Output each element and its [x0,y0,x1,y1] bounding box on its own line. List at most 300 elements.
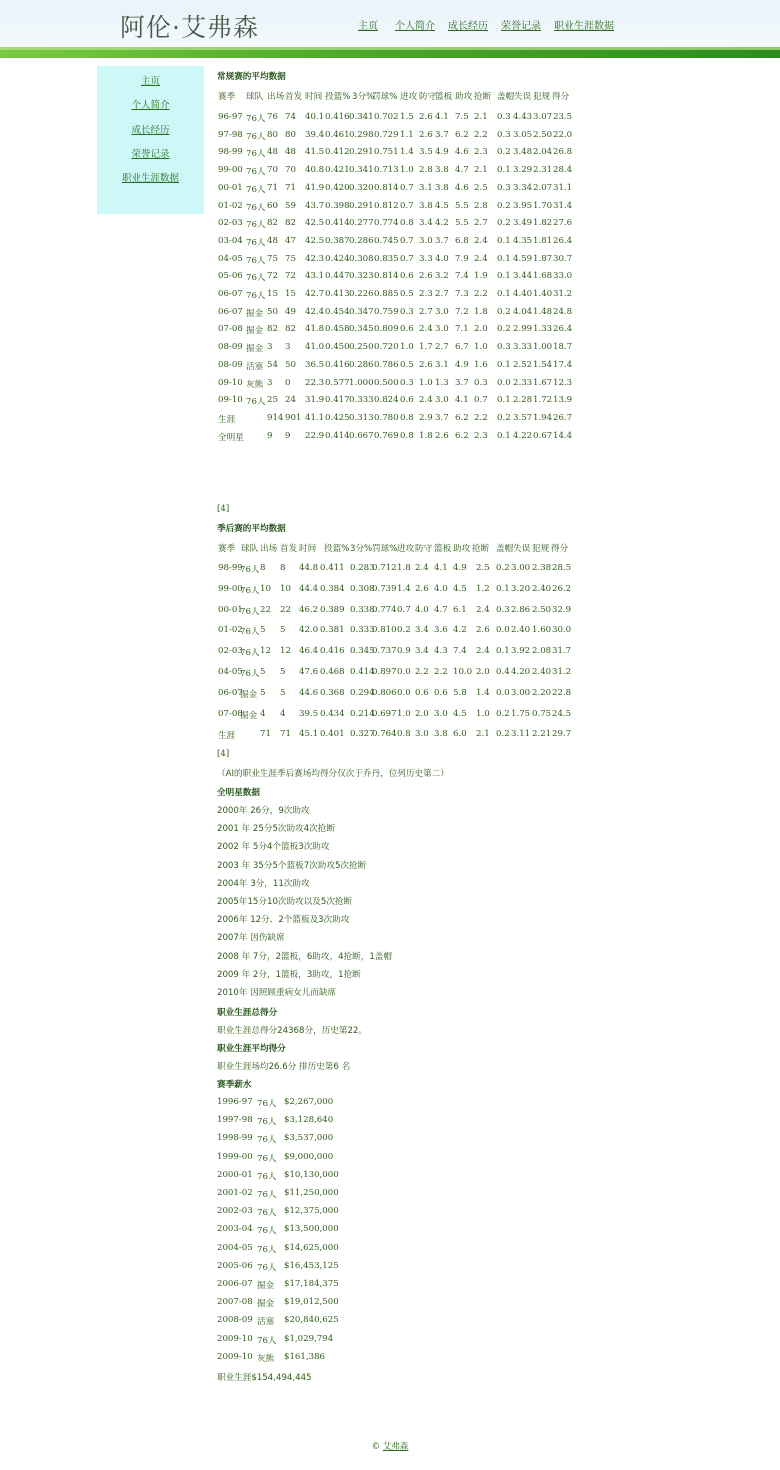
playoff-cell: 76人 [240,565,260,575]
playoff-cell: 0.764 [372,729,397,740]
playoff-cell: 0.338 [350,604,375,615]
regular-cell: 7.9 [455,253,469,264]
salary-cell: 2004-05 [217,1242,253,1253]
nav-home[interactable]: 主页 [358,21,378,32]
playoff-cell: 0.8 [397,729,411,740]
regular-col-header: 得分 [552,92,570,102]
regular-col-header: 出场 [267,92,285,102]
regular-cell: 0.298 [349,129,374,140]
playoff-cell: 00-01 [218,604,243,615]
sidebar-item-career-stats[interactable]: 职业生涯数据 [121,173,179,184]
regular-cell: 2.3 [474,430,488,441]
salary-cell: 2001-02 [217,1188,253,1198]
regular-cell: 0.412 [325,147,350,158]
regular-cell: 28.4 [553,165,573,176]
playoff-cell: 4.5 [453,708,467,719]
playoff-cell: 1.60 [532,625,552,636]
regular-cell: 2.2 [474,129,488,140]
regular-cell: 4.6 [455,147,469,158]
regular-cell: 1.00 [533,342,553,353]
regular-cell: 00-01 [218,182,243,193]
playoff-cell: 1.4 [397,583,411,594]
regular-cell: 0.313 [349,412,374,423]
regular-cell: 0.1 [497,430,511,441]
regular-cell: 0.3 [400,377,414,388]
playoff-cell: 0.6 [415,687,429,698]
regular-cell: 4.1 [435,112,449,122]
playoff-title: 季后赛的平均数据 [217,524,286,534]
regular-cell: 2.4 [419,324,433,335]
regular-cell: 0.416 [325,359,350,370]
playoff-cell: 01-02 [218,625,243,636]
playoff-cell: 32.9 [552,604,572,615]
regular-cell: 0.835 [374,253,399,264]
playoff-cell: 44.6 [299,687,319,698]
regular-cell: 33.0 [553,271,573,282]
playoff-cell: 3.6 [434,625,448,636]
playoff-cell: 0.368 [320,687,345,698]
playoff-cell: 22 [260,604,271,615]
playoff-cell: 0.712 [372,563,397,573]
playoff-cell: 8 [260,563,266,573]
regular-cell: 0.458 [325,324,350,335]
regular-cell: 76人 [246,149,266,160]
playoff-cell: 0.327 [350,729,375,740]
playoff-cell: 04-05 [218,667,243,677]
regular-cell: 71 [285,182,296,193]
playoff-cell: 3.4 [415,646,429,657]
playoff-cell: 掘金 [240,689,258,700]
playoff-cell: 39.5 [299,708,319,719]
regular-cell: 82 [285,218,296,229]
regular-cell: 4.9 [435,147,449,158]
regular-cell: 1.8 [474,306,488,317]
salary-cell: 2005-06 [217,1260,253,1271]
regular-cell: 4.0 [435,253,449,264]
playoff-cell: 06-07 [218,687,243,698]
playoff-cell: 5 [280,667,286,677]
regular-cell: 0.286 [349,235,374,246]
regular-cell: 3 [267,342,273,353]
playoff-cell: 8 [280,563,286,573]
regular-cell: 6.2 [455,430,469,441]
regular-cell: 3.7 [455,377,469,388]
regular-cell: 4.5 [435,200,449,211]
regular-cell: 2.50 [533,129,553,140]
playoff-cell: 1.0 [397,708,411,719]
playoff-cell: 76人 [240,648,260,659]
playoff-cell: 12 [260,646,271,657]
regular-cell: 0.1 [497,165,511,176]
regular-cell: 1.68 [533,271,553,282]
playoff-cell: 0.1 [496,583,510,594]
regular-cell: 0.416 [325,112,350,122]
salary-title: 赛季薪水 [217,1080,252,1090]
sidebar-item-growth[interactable]: 成长经历 [131,125,170,136]
regular-cell: 0.751 [374,147,399,158]
regular-cell: 914 [267,412,284,423]
regular-col-header: 球队 [246,92,264,102]
regular-col-header: 犯规 [533,92,551,102]
regular-cell: 3.33 [513,342,533,353]
regular-cell: 2.4 [474,253,488,264]
salary-cell: 掘金 [257,1299,275,1310]
regular-cell: 0.461 [325,129,350,140]
playoff-cell: 5.8 [453,687,467,698]
regular-cell: 掘金 [246,326,264,337]
playoff-cell: 5 [260,667,266,677]
regular-cell: 47 [285,235,296,246]
regular-cell: 1.33 [533,324,553,335]
regular-cell: 3.4 [419,218,433,229]
regular-cell: 41.1 [305,412,325,423]
regular-cell: 76人 [246,273,266,284]
regular-col-header: 3分% [352,92,375,102]
regular-cell: 42.5 [305,235,325,246]
playoff-cell: 0.416 [320,646,345,657]
regular-cell: 2.99 [513,324,533,335]
salary-cell: $16,453,125 [284,1260,339,1271]
regular-cell: 18.7 [553,342,573,353]
playoff-ref: [4] [217,749,230,759]
playoff-cell: 0.774 [372,604,397,615]
allstar-item: 2008 年 7分，2篮板，6助攻，4抢断，1盖帽 [217,951,392,962]
playoff-cell: 0.345 [350,646,375,657]
playoff-cell: 28.5 [552,563,572,573]
regular-cell: 2.1 [474,112,488,122]
playoff-cell: 2.20 [532,687,552,698]
regular-cell: 43.1 [305,271,325,282]
salary-cell: 2002-03 [217,1206,253,1217]
playoff-cell: 0.75 [532,708,552,719]
playoff-cell: 3.8 [434,729,448,740]
playoff-cell: 98-99 [218,563,243,573]
regular-cell: 4.59 [513,253,533,264]
playoff-cell: 44.8 [299,563,319,573]
regular-cell: 0.780 [374,412,399,423]
regular-cell: 0.6 [400,395,414,406]
site-logo: 阿伦·艾弗森 [120,13,259,42]
regular-cell: 0.1 [497,289,511,299]
regular-cell: 1.9 [474,271,488,282]
regular-cell: 1.67 [533,377,553,388]
regular-cell: 06-07 [218,306,243,317]
regular-cell: 26.8 [553,147,573,158]
playoff-cell: 4 [260,708,266,719]
playoff-cell: 29.7 [552,729,572,740]
regular-cell: 06-07 [218,289,243,299]
regular-cell: 9 [267,430,273,441]
playoff-cell: 4.7 [434,604,448,615]
regular-cell: 26.4 [553,324,573,335]
regular-cell: 4.04 [513,306,533,317]
nav-honors[interactable]: 荣誉记录 [501,21,541,32]
regular-cell: 0.809 [374,324,399,335]
playoff-cell: 2.1 [476,729,490,740]
playoff-cell: 3.00 [511,687,531,698]
playoff-col-header: 首发 [280,544,298,554]
regular-cell: 2.2 [474,289,488,299]
regular-cell: 41.0 [305,342,325,353]
playoff-cell: 0.2 [496,729,510,740]
regular-cell: 3.7 [435,129,449,140]
regular-cell: 1.0 [400,342,414,353]
playoff-cell: 2.40 [532,583,552,594]
nav-growth[interactable]: 成长经历 [448,21,488,32]
regular-cell: 2.07 [533,182,553,193]
salary-cell: $3,537,000 [284,1133,334,1144]
salary-cell: $11,250,000 [284,1188,339,1198]
regular-cell: 4.43 [513,112,533,122]
regular-cell: 9 [285,430,291,441]
regular-cell: 0.1 [497,271,511,282]
regular-cell: 0.774 [374,218,399,229]
regular-cell: 76人 [246,114,266,124]
playoff-cell: 0.810 [372,625,397,636]
playoff-cell: 0.1 [496,646,510,657]
playoff-cell: 4 [280,708,286,719]
playoff-col-header: 防守 [415,544,433,554]
regular-cell: 1.94 [533,412,553,423]
playoff-cell: 0.739 [372,583,397,594]
regular-cell: 2.5 [474,182,488,193]
regular-cell: 7.2 [455,306,469,317]
regular-cell: 70 [267,165,278,176]
allstar-item: 2001 年 25分5次助攻4次抢断 [217,824,335,835]
regular-cell: 全明星 [218,432,244,443]
regular-cell: 1.87 [533,253,553,264]
regular-cell: 30.7 [553,253,573,264]
playoff-cell: 0.214 [350,708,375,719]
playoff-cell: 0.0 [496,687,510,698]
regular-cell: 50 [285,359,296,370]
regular-cell: 72 [285,271,296,282]
regular-cell: 0.3 [400,306,414,317]
regular-cell: 41.5 [305,147,325,158]
salary-cell: $1,029,794 [284,1333,334,1344]
playoff-cell: 10.0 [453,667,473,677]
regular-cell: 3.1 [435,359,449,370]
regular-cell: 76人 [246,397,266,408]
regular-cell: 2.7 [419,306,433,317]
playoff-cell: 10 [280,583,291,594]
playoff-col-header: 篮板 [434,544,452,554]
regular-cell: 98-99 [218,147,243,158]
playoff-cell: 5 [260,625,266,636]
regular-col-header: 时间 [305,92,323,102]
playoff-cell: 1.8 [397,563,411,573]
regular-col-header: 助攻 [455,92,473,102]
regular-cell: 6.7 [455,342,469,353]
regular-cell: 0.2 [497,412,511,423]
playoff-cell: 26.2 [552,583,572,594]
regular-cell: 25 [267,395,278,406]
regular-cell: 13.9 [553,395,573,406]
playoff-cell: 掘金 [240,710,258,721]
salary-cell: 灰熊 [257,1353,275,1364]
regular-cell: 76人 [246,220,266,231]
regular-cell: 4.40 [513,289,533,299]
playoff-cell: 0.411 [320,563,345,573]
regular-cell: 15 [267,289,278,299]
playoff-cell: 0.897 [372,667,397,677]
regular-cell: 0.347 [349,306,374,317]
regular-cell: 掘金 [246,344,264,355]
playoff-col-header: 犯规 [532,544,550,554]
regular-cell: 07-08 [218,324,243,335]
salary-cell: $17,184,375 [284,1279,339,1289]
playoff-cell: 2.2 [415,667,429,677]
regular-cell: 0.2 [497,200,511,211]
regular-cell: 43.7 [305,200,325,211]
sidebar-item-honors[interactable]: 荣誉记录 [131,149,170,160]
regular-cell: 3.0 [435,395,449,406]
regular-col-header: 投篮% [325,92,351,102]
allstar-item: 2000年 26分，9次助攻 [217,806,310,816]
regular-cell: 0.277 [349,218,374,229]
playoff-cell: 76人 [240,585,260,596]
playoff-cell: 0.294 [350,687,375,698]
regular-cell: 31.2 [553,289,573,299]
playoff-cell: 31.7 [552,646,572,657]
regular-cell: 0.812 [374,200,399,211]
regular-cell: 生涯 [218,414,236,425]
regular-cell: 05-06 [218,271,243,282]
regular-cell: 2.6 [435,430,449,441]
regular-cell: 4.35 [513,235,533,246]
regular-cell: 0.308 [349,253,374,264]
playoff-cell: 3.0 [415,729,429,740]
playoff-cell: 0.333 [350,625,375,636]
regular-cell: 0.7 [474,395,488,406]
playoff-cell: 12 [280,646,291,657]
playoff-cell: 0.384 [320,583,345,594]
allstar-item: 2002 年 5分4个篮板3次助攻 [217,842,330,853]
regular-cell: 26.4 [553,235,573,246]
playoff-cell: 0.401 [320,729,345,740]
allstar-item: 2003 年 35分5个篮板7次助攻5次抢断 [217,860,367,871]
allstar-item: 2004年 3分，11次助攻 [217,878,310,889]
regular-cell: 2.8 [419,165,433,176]
regular-cell: 4.1 [455,395,469,406]
regular-cell: 0.3 [497,112,511,122]
salary-cell: 76人 [257,1208,277,1219]
salary-cell: 2006-07 [217,1279,253,1289]
salary-total: 职业生涯$154,494,445 [217,1373,312,1383]
playoff-cell: 0.434 [320,708,345,719]
regular-cell: 0.250 [349,342,374,353]
salary-cell: $10,130,000 [284,1169,339,1180]
regular-cell: 0.425 [325,412,350,423]
playoff-cell: 2.40 [511,625,531,636]
regular-cell: 76人 [246,167,266,178]
footer-link[interactable]: 艾弗森 [382,1442,409,1452]
regular-cell: 0.286 [349,359,374,370]
regular-cell: 3.5 [419,147,433,158]
regular-cell: 40.1 [305,112,325,122]
playoff-cell: 0.9 [397,646,411,657]
playoff-col-header: 出场 [260,544,278,554]
career-avg-text: 职业生涯场均26.6分 排历史第6 名 [217,1062,351,1072]
regular-cell: 0.323 [349,271,374,282]
regular-cell: 0.7 [400,200,414,211]
playoff-cell: 4.0 [434,583,448,594]
regular-cell: 71 [267,182,278,193]
playoff-cell: 生涯 [218,731,236,742]
regular-cell: 1.82 [533,218,553,229]
regular-cell: 76人 [246,291,266,301]
playoff-cell: 0.806 [372,687,397,698]
regular-cell: 2.1 [474,165,488,176]
regular-cell: 0 [285,377,291,388]
playoff-col-header: 盖帽 [496,544,514,554]
career-total-text: 职业生涯总得分24368分，历史第22。 [217,1026,367,1036]
regular-cell: 3.0 [419,235,433,246]
playoff-cell: 0.0 [496,625,510,636]
playoff-cell: 3.00 [511,563,531,573]
nav-profile[interactable]: 个人简介 [395,21,435,32]
regular-cell: 3.49 [513,218,533,229]
regular-cell: 39.4 [305,129,325,140]
allstar-item: 2006年 12分、2个篮板及3次助攻 [217,915,350,926]
regular-cell: 0.702 [374,112,399,122]
regular-cell: 49 [285,306,296,317]
playoff-cell: 1.2 [476,583,490,594]
regular-cell: 1.54 [533,359,553,370]
regular-cell: 1.0 [419,377,433,388]
regular-cell: 4.6 [455,182,469,193]
regular-cell: 02-03 [218,218,243,229]
regular-cell: 76人 [246,131,266,142]
playoff-cell: 30.0 [552,625,572,636]
nav-career-stats[interactable]: 职业生涯数据 [554,21,614,32]
regular-cell: 0.2 [497,324,511,335]
salary-cell: 76人 [257,1262,277,1273]
regular-cell: 4.7 [455,165,469,176]
playoff-cell: 47.6 [299,667,319,677]
regular-cell: 活塞 [246,361,264,372]
regular-cell: 76人 [246,237,266,248]
sidebar-item-home[interactable]: 主页 [140,76,160,87]
regular-cell: 82 [285,324,296,335]
salary-cell: 76人 [257,1117,277,1128]
site-header [0,0,780,58]
regular-cell: 12.3 [553,377,573,388]
regular-cell: 1.6 [474,359,488,370]
regular-cell: 0.417 [325,395,350,406]
playoff-cell: 2.4 [415,563,429,573]
allstar-title: 全明星数据 [217,788,260,798]
regular-cell: 42.7 [305,289,325,299]
regular-col-header: 篮板 [435,92,453,102]
regular-cell: 0.398 [325,200,350,211]
salary-cell: 76人 [257,1153,277,1164]
playoff-cell: 5 [280,687,286,698]
regular-cell: 3.44 [513,271,533,282]
regular-cell: 2.33 [513,377,533,388]
playoff-cell: 0.389 [320,604,345,615]
salary-cell: 活塞 [257,1317,275,1328]
salary-cell: $2,267,000 [284,1097,334,1107]
regular-col-header: 盖帽 [497,92,515,102]
playoff-cell: 4.1 [434,563,448,573]
regular-cell: 7.3 [455,289,469,299]
regular-cell: 1.5 [400,112,414,122]
regular-cell: 97-98 [218,129,243,140]
regular-cell: 0.291 [349,147,374,158]
playoff-cell: 02-03 [218,646,243,657]
sidebar-item-profile[interactable]: 个人简介 [131,100,170,111]
